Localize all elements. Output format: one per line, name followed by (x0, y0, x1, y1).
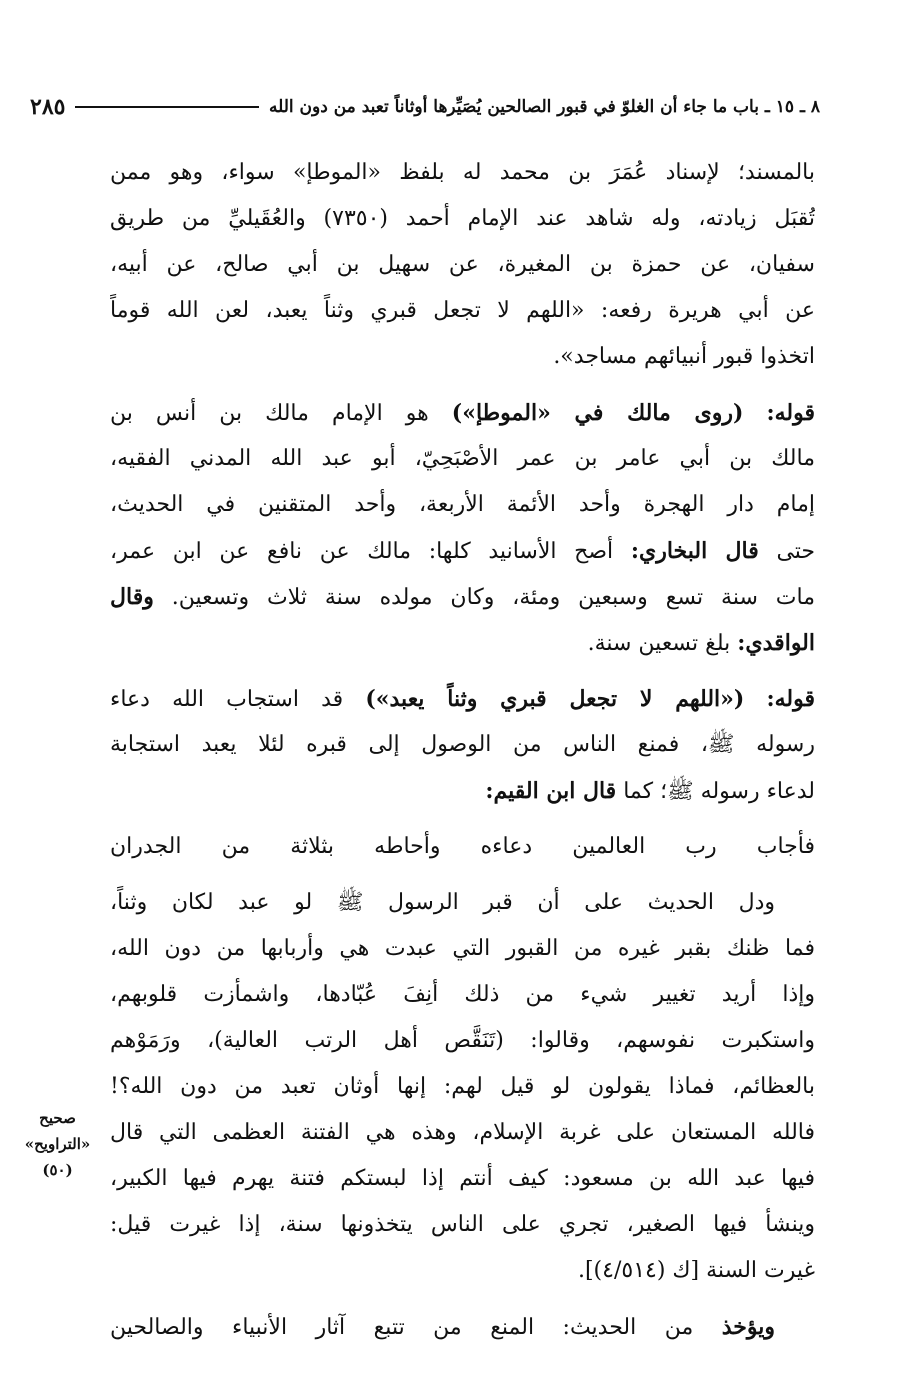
bold-quote: (روى مالك في «الموطإ») (451, 400, 744, 426)
text-span: من الحديث: المنع من تتبع آثار الأنبياء والصالحين (110, 1315, 694, 1340)
text-line (110, 390, 815, 436)
bold-quote: («اللهم لا تجعل قبري وثناً يعبد») (365, 686, 745, 712)
text-line (110, 1304, 815, 1350)
margin-note (10, 1105, 105, 1183)
bold-quote: قال ابن القيم: (485, 778, 617, 804)
verse-hemistich-left: وأحاطه بثلاثة من الجدران (110, 834, 441, 859)
text-line: وينشأ فيها الصغير، تجري على الناس يتخذونها سنة، إذا غيرت قيل: (110, 1212, 815, 1237)
text-line: سفيان، عن حمزة بن المغيرة، عن سهيل بن أبي صالح، عن أبيه، (110, 252, 815, 277)
text-line: رسوله ﷺ، فمنع الناس من الوصول إلى قبره لئلا يعبد استجابة (110, 732, 815, 757)
text-line: واستكبرت نفوسهم، وقالوا: (تَنَقَّص أهل الرتب العالية)، ورَمَوْهم (110, 1028, 815, 1053)
text-line: مالك بن أبي عامر بن عمر الأصْبَحِيّ، أبو عبد الله المدني الفقيه، (110, 446, 815, 471)
text-line: إمام دار الهجرة وأحد الأئمة الأربعة، وأحد المتقنين في الحديث، (110, 492, 815, 517)
bold-quote: قال البخاري: (630, 538, 759, 564)
text-span: بلغ تسعين سنة. (587, 631, 731, 656)
verse-hemistich-right: فأجاب رب العالمين دعاءه (480, 834, 815, 859)
header-title: ٨ ـ ١٥ ـ باب ما جاء أن الغلوّ في قبور الصالحين يُصَيِّرها أوثاناً تعبد من دون الله (268, 97, 820, 117)
text-span: مات سنة تسع وسبعين ومئة، وكان مولده سنة ثلاث وتسعين. (171, 585, 815, 610)
text-line (110, 768, 815, 814)
text-span: هو الإمام مالك بن أنس بن (110, 401, 429, 426)
text-line: عن أبي هريرة رفعه: «اللهم لا تجعل قبري وثناً يعبد، لعن الله قوماً (110, 298, 815, 323)
text-line: تُقبَل زيادته، وله شاهد عند الإمام أحمد (٧٣٥٠) والعُقَيليِّ من طريق (110, 206, 815, 231)
lead-word: قوله: (766, 686, 815, 712)
text-line (110, 574, 815, 620)
text-span: حتى (776, 539, 815, 564)
margin-note-line: صحيح (39, 1109, 76, 1127)
text-line: وإذا أريد تغيير شيء من ذلك أنِفَ عُبّادها، واشمأزت قلوبهم، (110, 982, 815, 1007)
text-line (110, 620, 815, 666)
text-span: أصح الأسانيد كلها: مالك عن نافع عن ابن عمر، (110, 539, 614, 564)
running-header (30, 92, 820, 122)
text-line (110, 676, 815, 722)
text-line: فما ظنك بقبر غيره من القبور التي عبدت هي وأربابها من دون الله، (110, 936, 815, 961)
page-number: ٢٨٥ (30, 94, 66, 120)
text-line: بالعظائم، فماذا يقولون لو قيل لهم: إنها أوثان تعبد من دون الله؟! (110, 1074, 815, 1099)
bold-quote: الواقدي: (737, 630, 815, 656)
margin-note-line: «التراويح» (24, 1135, 91, 1153)
text-line: فالله المستعان على غربة الإسلام، وهذه هي الفتنة العظمى التي قال (110, 1120, 815, 1145)
text-line: غيرت السنة [ك (٤/٥١٤)]. (577, 1258, 815, 1283)
text-line: ودل الحديث على أن قبر الرسول ﷺ لو عبد لكان وثناً، (110, 890, 775, 915)
text-span: قد استجاب الله دعاء (110, 687, 344, 712)
lead-word: قوله: (766, 400, 815, 426)
bold-quote: وقال (110, 584, 154, 610)
margin-note-line: (٥٠) (42, 1161, 73, 1179)
text-line: بالمسند؛ لإسناد عُمَرَ بن محمد له بلفظ «الموطإ» سواء، وهو ممن (110, 160, 815, 185)
text-line: فيها عبد الله بن مسعود: كيف أنتم إذا لبستكم فتنة يهرم فيها الكبير، (110, 1166, 815, 1191)
text-span: لدعاء رسوله ﷺ؛ كما (623, 779, 815, 804)
poem-verse (110, 824, 815, 870)
lead-word: ويؤخذ (721, 1314, 776, 1340)
main-text (110, 150, 815, 1350)
text-line: اتخذوا قبور أنبيائهم مساجد». (553, 344, 815, 369)
text-line (110, 528, 815, 574)
header-rule (75, 106, 259, 108)
